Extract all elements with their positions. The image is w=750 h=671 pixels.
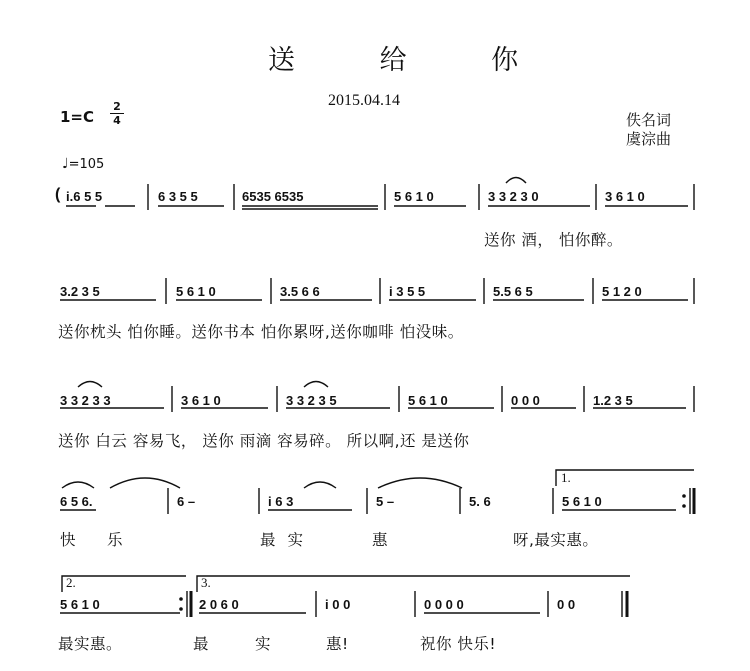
- line3-measure-3: 3 3 2 3 5: [286, 393, 337, 408]
- composition-date: 2015.04.14: [328, 92, 400, 109]
- line5-measure-2: 2 0 6 0: [199, 597, 239, 612]
- volta-1-bracket: [556, 470, 694, 486]
- line2-measure-5: 5.5 6 5: [493, 284, 533, 299]
- line1-measure-5: 3 3 2 3 0: [488, 189, 539, 204]
- line5-measure-1: 5 6 1 0: [60, 597, 100, 612]
- tie: [78, 382, 102, 388]
- line5-lyric-1: 最实惠。: [58, 635, 123, 653]
- time-signature-top: 2: [113, 100, 121, 113]
- line5-measure-5: 0 0: [557, 597, 576, 612]
- line2-measure-4: i 3 5 5: [389, 284, 426, 299]
- line1-measure-1: i.6 5 5: [66, 189, 103, 204]
- line4-lyric-4: 惠: [372, 531, 389, 549]
- line2-measure-2: 5 6 1 0: [176, 284, 216, 299]
- line1-measure-6: 3 6 1 0: [605, 189, 645, 204]
- tempo-value: =105: [68, 157, 105, 172]
- line3-measure-1: 3 3 2 3 3: [60, 393, 111, 408]
- repeat-dot: [179, 607, 183, 611]
- line3-lyrics: 送你 白云 容易飞， 送你 雨滴 容易碎。 所以啊,还 是送你: [58, 432, 470, 450]
- line4-measure-3: i 6 3: [268, 494, 294, 509]
- line5-lyric-2: 最: [193, 635, 210, 653]
- line5-measure-4: 0 0 0 0: [424, 597, 464, 612]
- lyricist-credit: 佚名词: [626, 111, 672, 129]
- line3-measure-6: 1.2 3 5: [593, 393, 633, 408]
- tie: [506, 178, 526, 184]
- line5-lyric-3: 实: [255, 635, 272, 653]
- repeat-dot: [682, 494, 686, 498]
- volta-2-label: 2.: [66, 575, 76, 590]
- line4-lyric-1: 快: [60, 531, 77, 549]
- quarter-note-icon: ♩: [62, 156, 69, 172]
- volta-2-bracket: [62, 576, 186, 592]
- line1-lyrics: 送你 酒， 怕你醉。: [484, 231, 623, 249]
- line4-measure-4: 5 –: [376, 494, 395, 509]
- line4-measure-5: 5. 6: [469, 494, 491, 509]
- volta-3-label: 3.: [201, 575, 211, 590]
- line2-measure-3: 3.5 6 6: [280, 284, 320, 299]
- line2-lyrics: 送你枕头 怕你睡。送你书本 怕你累呀,送你咖啡 怕没味。: [58, 323, 464, 341]
- time-signature-bottom: 4: [113, 114, 121, 127]
- line3-measure-5: 0 0 0: [511, 393, 540, 408]
- line4-measure-1: 6 5 6.: [60, 494, 93, 509]
- slur: [378, 478, 462, 488]
- line4-measure-6: 5 6 1 0: [562, 494, 602, 509]
- tie: [62, 482, 94, 488]
- line5-measure-3: i 0 0: [325, 597, 351, 612]
- repeat-dot: [682, 504, 686, 508]
- song-title: 送 给 你: [268, 45, 557, 76]
- volta-1-label: 1.: [561, 470, 571, 485]
- composer-credit: 虞淙曲: [626, 130, 672, 148]
- key-signature: 1=C: [60, 108, 95, 126]
- line5-lyric-5: 祝你 快乐!: [420, 635, 497, 653]
- lead-paren: (: [55, 186, 61, 203]
- line2-measure-1: 3.2 3 5: [60, 284, 100, 299]
- line2-measure-6: 5 1 2 0: [602, 284, 642, 299]
- repeat-dot: [179, 597, 183, 601]
- tie: [304, 382, 328, 388]
- line3-measure-4: 5 6 1 0: [408, 393, 448, 408]
- line1-measure-4: 5 6 1 0: [394, 189, 434, 204]
- line4-lyric-5: 呀,最实惠。: [513, 531, 599, 549]
- volta-3-bracket: [197, 576, 630, 592]
- line3-measure-2: 3 6 1 0: [181, 393, 221, 408]
- line5-lyric-4: 惠!: [326, 635, 349, 653]
- tie: [304, 482, 336, 488]
- line4-lyric-2: 乐: [107, 531, 124, 549]
- slur: [110, 478, 180, 488]
- line4-measure-2: 6 –: [177, 494, 196, 509]
- line4-lyric-3: 最实: [260, 531, 316, 549]
- line1-measure-2: 6 3 5 5: [158, 189, 198, 204]
- line1-measure-3: 6535 6535: [242, 189, 304, 204]
